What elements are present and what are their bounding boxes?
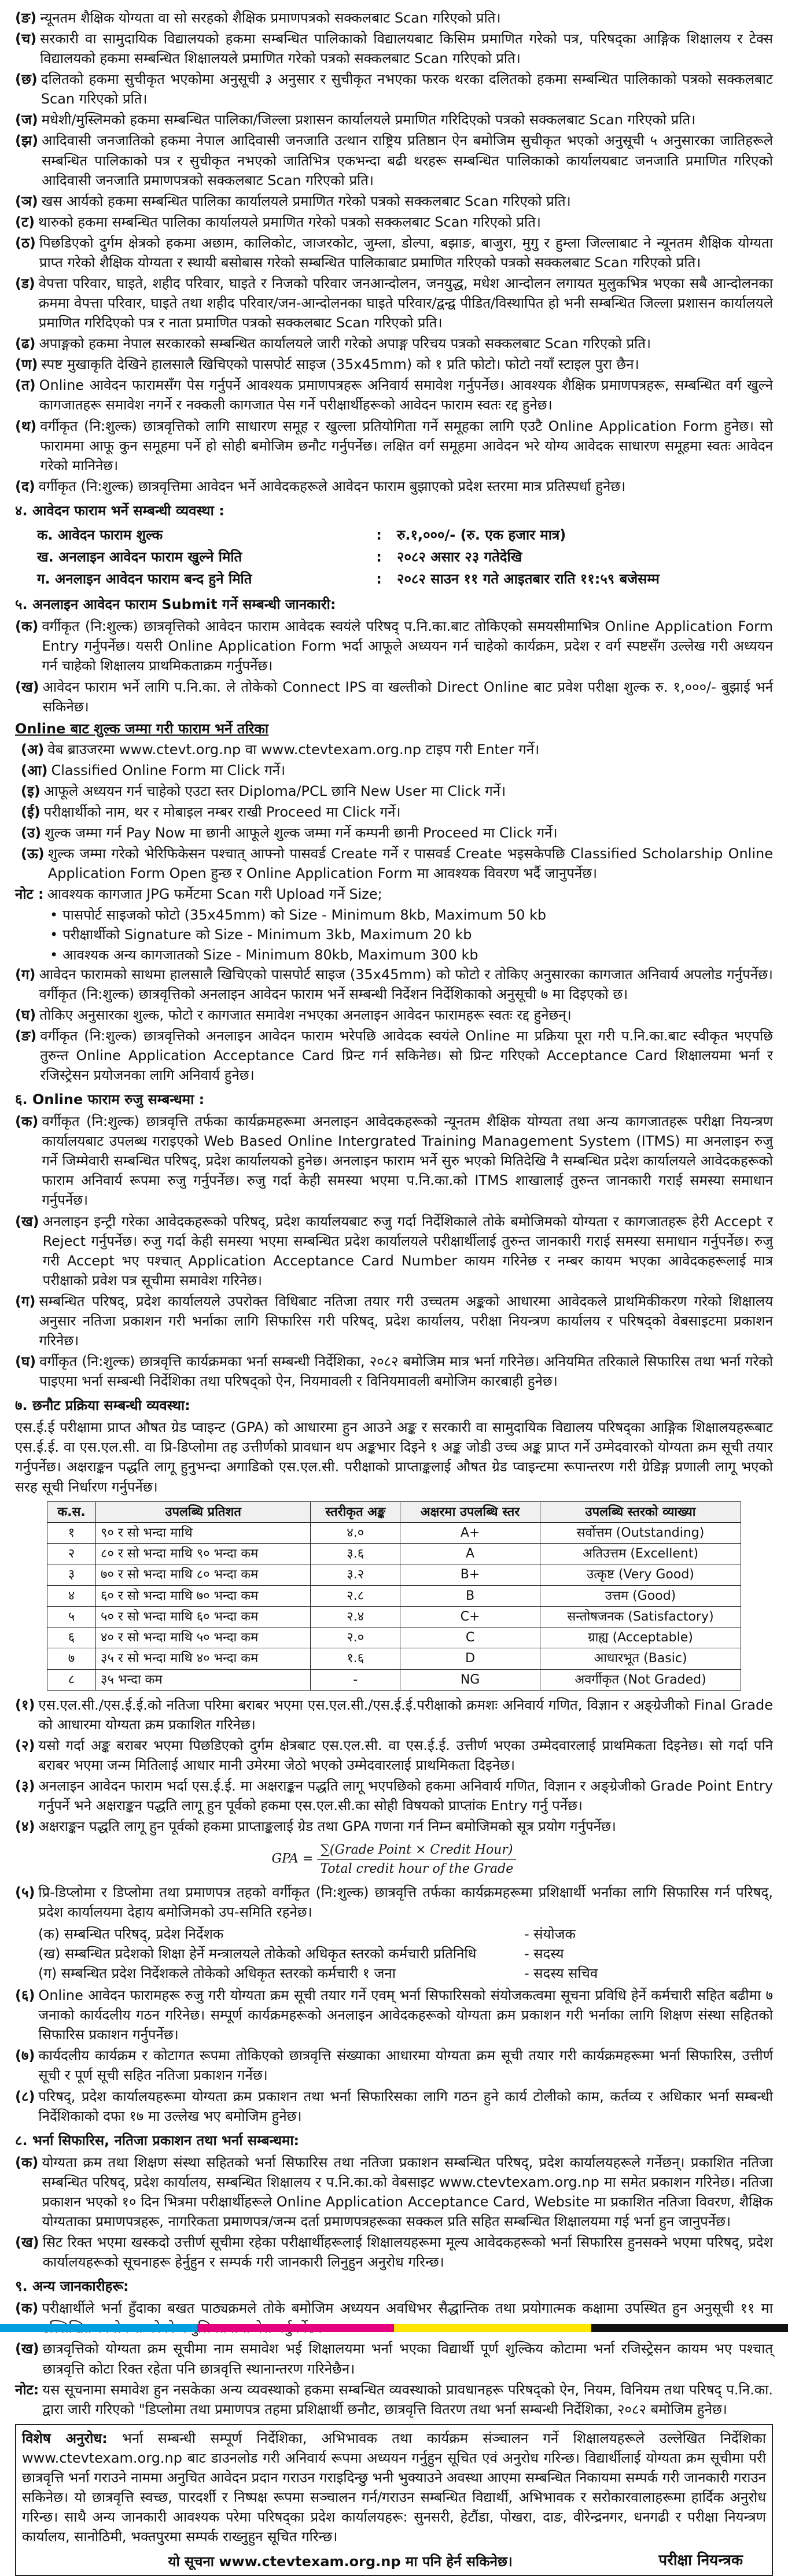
grade-row <box>47 1627 741 1648</box>
section-9-item <box>15 2298 773 2338</box>
document-list-item <box>15 233 773 272</box>
formula-denominator: Total credit hour of the Grade <box>317 1860 516 1878</box>
section-6-item <box>15 1212 773 1290</box>
grade-cell: ५० र सो भन्दा माथि ६० भन्दा कम <box>96 1606 311 1627</box>
grade-cell: ७० र सो भन्दा माथि ८० भन्दा कम <box>96 1564 311 1585</box>
item-number: (झ) <box>15 131 38 190</box>
grade-cell: ४.० <box>311 1522 400 1543</box>
item-number: (इ) <box>21 781 40 801</box>
item-number: (ठ) <box>15 233 36 272</box>
item-number: (७) <box>15 2046 35 2085</box>
item-number: (क) <box>15 2298 38 2338</box>
item-number: (ग) <box>15 1291 35 1350</box>
grade-cell: ३५ भन्दा कम <box>96 1669 311 1690</box>
item-number: (३) <box>15 1776 35 1815</box>
online-step <box>21 781 773 801</box>
grade-row <box>47 1669 741 1690</box>
grade-row <box>47 1522 741 1543</box>
item-number: (४) <box>15 1817 35 1836</box>
item-number: (च) <box>15 29 36 68</box>
grade-header-cell: क.स. <box>47 1501 96 1522</box>
item-number: (ण) <box>15 355 38 374</box>
item-text: आवेदन फाराम भर्ने लागि प.नि.का. ले तोकेको Connect IPS वा खल्तीको Direct Online बाट प्रवेश परीक्षा शुल्क रु. १,०००/- बुझाई भर्न सकिनेछ। <box>43 677 773 717</box>
section-9-title: ९. अन्य जानकारीहरू: <box>15 2276 773 2296</box>
fee-value: २०८२ असार २३ गतेदेखि <box>392 546 664 568</box>
grade-cell: C+ <box>400 1606 540 1627</box>
section-5-item <box>15 617 773 676</box>
item-number: (ग) <box>15 965 35 1004</box>
signatory: परीक्षा नियन्त्रक <box>658 2550 766 2571</box>
item-text: आफूले अध्ययन गर्न चाहेको एउटा स्तर Diploma/PCL छानि New User मा Click गर्ने। <box>44 781 773 801</box>
item-number: (ख) <box>15 1212 39 1290</box>
fee-label: ख. अनलाइन आवेदन फाराम खुल्ने मिति <box>32 546 366 568</box>
grade-cell: २ <box>47 1544 96 1564</box>
online-step <box>21 740 773 759</box>
role-title: - संयोजक <box>524 1924 576 1944</box>
item-text: आदिवासी जनजातिको हकमा नेपाल आदिवासी जनजाति उत्थान राष्ट्रिय प्रतिष्ठान ऐन बमोजिम सुचीकृत भएको अनुसूची ५ अनुसारका जातिहरूले सम्बन्धित पालिकाको पत्र र सुचीकृत नभएको जातिभित्र एकभन्दा बढी थरहरू सम्बन्धित पालिकाको कार्यालयबाट जनजाति प्रमाणित गरिएको आदिवासी जनजाति प्रमाणपत्रको सक्कलबाट Scan गरिएको प्रति। <box>42 131 773 190</box>
fee-table <box>32 524 664 590</box>
top-items-list <box>15 8 773 496</box>
grade-cell: १.६ <box>311 1648 400 1669</box>
committee-role-row <box>38 1964 773 1983</box>
section-8-item <box>15 2232 773 2272</box>
item-text: छात्रवृत्तिको योग्यता क्रम सूचीमा नाम समावेश भई शिक्षालयमा भर्ना भएका विद्यार्थी पूर्ण शुल्किय कोटामा भर्ना रजिस्ट्रेसन कायम भए पश्चात् छात्रवृत्ति कोटा रिक्त रहेता पनि छात्रवृत्ति स्थानान्तरण गरिनेछैन। <box>43 2339 773 2378</box>
grade-cell: B+ <box>400 1564 540 1585</box>
role-position: (क) सम्बन्धित परिषद्, प्रदेश निर्देशक <box>38 1924 524 1944</box>
item-text: खस आर्यको हकमा सम्बन्धित पालिका कार्यालयले प्रमाणित गरेको पत्रको सक्कलबाट Scan गरिएको प्रति। <box>42 191 773 211</box>
role-position: (ग) सम्बन्धित प्रदेश निर्देशकले तोकेको अधिकृत स्तरको कर्मचारी १ जना <box>38 1964 524 1983</box>
item-text: अक्षराङ्कन पद्धति लागू हुन पूर्वको हकमा प्राप्ताङ्कलाई ग्रेड तथा GPA गणना गर्न निम्न बमोजिमको सूत्र प्रयोग गर्नुपर्नेछ। <box>38 1817 773 1836</box>
section-7-item <box>15 1776 773 1815</box>
online-step <box>21 823 773 843</box>
grade-cell: A <box>400 1544 540 1564</box>
item-text: मधेशी/मुस्लिमको हकमा सम्बन्धित पालिका/जिल्ला प्रशासन कार्यालयले प्रमाणित गरिदिएको पत्रको सक्कलबाट Scan गरिएको प्रति। <box>42 110 773 130</box>
document-list-item <box>15 131 773 190</box>
grade-cell: २.० <box>311 1627 400 1648</box>
item-number: (ऊ) <box>21 844 45 883</box>
item-number: (८) <box>15 2087 35 2126</box>
item-text: सिट रिक्त भएमा खस्कदो उत्तीर्ण सूचीमा रहेका परीक्षार्थीहरूलाई शिक्षालयहरूमा मूल्य आवेदकहरूको भर्ना सिफारिस हुनसक्ने भएमा परिषद्, प्रदेश कार्यालयहरूको सूचनाहरू हेर्नुहुन र सम्पर्क गरी जानकारी लिनुहुन अनुरोध गरिन्छ। <box>43 2232 773 2272</box>
grade-cell: ३ <box>47 1564 96 1585</box>
section-5-item <box>15 1005 773 1025</box>
grade-cell: ४० र सो भन्दा माथि ५० भन्दा कम <box>96 1627 311 1648</box>
section-7-item <box>15 1817 773 1836</box>
section-8-title: ८. भर्ना सिफारिस, नतिजा प्रकाशन तथा भर्ना सम्बन्धमा: <box>15 2131 773 2150</box>
item-number: (ङ) <box>15 1026 36 1085</box>
grade-cell: ९० र सो भन्दा माथि <box>96 1522 311 1543</box>
grade-cell: C <box>400 1627 540 1648</box>
item-number: (१) <box>15 1695 35 1734</box>
section-4-title: ४. आवेदन फाराम भर्ने सम्बन्धी व्यवस्था : <box>15 501 773 521</box>
grade-cell: ५ <box>47 1606 96 1627</box>
grade-cell: A+ <box>400 1522 540 1543</box>
section-6-item <box>15 1291 773 1350</box>
item-text: अनलाइन आवेदन फाराम भर्दा एस.ई.ई. मा अक्षराङ्कन पद्धति लागू भएपछिको हकमा अनिवार्य गणित, विज्ञान र अङ्ग्रेजीको Grade Point Entry गर्नुपर्ने भने अक्षराङ्कन पद्धति लागू हुन पूर्वको हकमा एस.एल.सी.का सोही विषयको प्राप्तांक Entry गर्नु पर्नेछ। <box>38 1776 773 1815</box>
section-8-item <box>15 2153 773 2231</box>
item-text: वेब ब्राउजरमा www.ctevt.org.np वा www.ctevtexam.org.np टाइप गरी Enter गर्ने। <box>47 740 773 759</box>
item-text: कार्यदलीय कार्यक्रम र कोटागत रूपमा तोकिएको छात्रवृत्ति संख्याका आधारमा योग्यता क्रम सूची तयार गरी कार्यक्रमहरूमा भर्ना सिफारिस, उत्तीर्ण सूची र पूर्ण सूची सहित नतिजा प्रकाशन गर्नेछ। <box>38 2046 773 2085</box>
item-text: तोकिए अनुसारका शुल्क, फोटो र कागजात समावेश नभएका अनलाइन आवेदन फारामहरू स्वतः रद्द हुनेछन्। <box>39 1005 773 1025</box>
grade-cell: NG <box>400 1669 540 1690</box>
item-text: वेपत्ता परिवार, घाइते, शहीद परिवार, घाइते र निजको परिवार जनआन्दोलन, जनयुद्ध, मधेश आन्दोलन लगायत मुलुकभित्र भएका सबै आन्दोलनका क्रममा वेपत्ता परिवार, घाइते तथा शहीद परिवार/जन-आन्दोलनका घाइते परिवार/द्वन्द्व पीडित/विस्थापित हो भनी सम्बन्धित जिल्ला प्रशासन कार्यालयले प्रमाणित गरिदिएको पत्र र नाता प्रमाणित पत्रको सक्कलबाट Scan गरिएको प्रति। <box>39 274 773 333</box>
item-number: (आ) <box>21 761 47 780</box>
document-list-item <box>15 274 773 333</box>
item-text: Online आवेदन फारामहरू रुजु गरी योग्यता क्रम सूची तयार गर्ने एवम् भर्ना सिफारिसको संयोजकत्वमा सूचना प्रविधि हेर्ने कर्मचारी सहित बढीमा ७ जनाको कार्यदलीय गठन गरिनेछ। सम्पूर्ण कार्यक्रमहरूको अनलाइन आवेदकहरूको योग्यता क्रम प्रकाशन गरी भर्नाका लागि शिक्षण संस्था सहितको सिफारिस प्रकाशन गर्नुपर्नेछ। <box>38 1985 773 2044</box>
fee-value: २०८२ साउन ११ गते आइतबार राति ११:५९ बजेसम्म <box>392 568 664 590</box>
item-number: (घ) <box>15 1352 36 1391</box>
grade-cell: उत्कृष्ट (Very Good) <box>540 1564 741 1585</box>
item-text: प्रि-डिप्लोमा र डिप्लोमा तथा प्रमाणपत्र तहको वर्गीकृत (नि:शुल्क) छात्रवृत्ति तर्फका कार्यक्रमहरूमा प्रशिक्षार्थी भर्नाका लागि सिफारिस गर्न परिषद्, प्रदेश कार्यालयमा देहाय बमोजिमको उप-समिति रहनेछ। <box>38 1883 773 1922</box>
color-swatch <box>394 2324 591 2332</box>
online-step <box>21 844 773 883</box>
section-9-note <box>15 2380 773 2419</box>
online-method-subtitle: Online बाट शुल्क जम्मा गरी फाराम भर्ने तरिका <box>15 719 773 739</box>
gpa-formula <box>15 1841 773 1877</box>
document-list-item <box>15 29 773 68</box>
note-text: आवश्यक कागजात JPG फर्मेटमा Scan गरी Upload गर्ने Size; <box>47 884 773 904</box>
section-6-title: ६. Online फाराम रुजु सम्बन्धमा : <box>15 1090 773 1109</box>
upload-note <box>15 884 773 904</box>
item-number: (क) <box>15 1112 38 1210</box>
section-5-title: ५. अनलाइन आवेदन फाराम Submit गर्ने सम्बन्धी जानकारी: <box>15 595 773 614</box>
special-request-lead: विशेष अनुरोध: <box>22 2430 108 2446</box>
online-step <box>21 802 773 822</box>
formula-numerator: ∑(Grade Point × Credit Hour) <box>317 1841 516 1859</box>
item-number: (त) <box>15 375 36 415</box>
section-7-item <box>15 1985 773 2044</box>
section-7-item <box>15 2087 773 2126</box>
note-label: नोट: <box>15 2380 39 2419</box>
grade-cell: ७ <box>47 1648 96 1669</box>
item-text: अपाङ्गको हकमा नेपाल सरकारको सम्बन्धित कार्यालयले जारी गरेको अपाङ्ग परिचय पत्रको सक्कलबाट Scan गरिएको प्रति। <box>39 334 773 353</box>
website-info: यो सूचना www.ctevtexam.org.np मा पनि हेर्न सकिनेछ। <box>22 2552 658 2571</box>
item-text: वर्गीकृत (नि:शुल्क) छात्रवृत्तिको आवेदन फाराम आवेदक स्वयंले परिषद् प.नि.का.बाट तोकिएको समयसीमाभित्र Online Application Form Entry गर्नुपर्नेछ। यसरी Online Application Form भर्दा आफूले अध्ययन गर्न चाहेको कार्यक्रम, प्रदेश र वर्ग स्पष्टसँग उल्लेख गरी अध्ययन गर्न चाहेको शिक्षालय प्राथमिकताक्रम गर्नुपर्नेछ। <box>42 617 773 676</box>
grade-cell: अतिउत्तम (Excellent) <box>540 1544 741 1564</box>
section-6-items <box>15 1112 773 1391</box>
section-7-intro <box>15 1418 773 1496</box>
document-list-item <box>15 110 773 130</box>
item-number: (६) <box>15 1985 35 2044</box>
grade-cell: ग्राह्य (Acceptable) <box>540 1627 741 1648</box>
item-text: योग्यता क्रम तथा शिक्षण संस्था सहितको भर्ना सिफारिस तथा नतिजा प्रकाशन सम्बन्धित परिषद्, प्रदेश कार्यालयहरूले गर्नेछन्। प्रकाशित नतिजा सम्बन्धित परिषद्, प्रदेश कार्यालय, सम्बन्धित शिक्षालय र प.नि.का.को वेबसाइट www.ctevtexam.org.np मा समेत प्रकाशन गरिनेछ। नतिजा प्रकाशन भएको १० दिन भित्रमा परीक्षार्थीहरूले Online Application Acceptance Card, Website मा प्रकाशित नतिजा विवरण, शैक्षिक योग्यताका प्रमाणपत्रहरू, नागरिकता प्रमाणपत्र/जन्म दर्ता प्रमाणपत्रहरूका सक्कल प्रति सहित सम्बन्धित शिक्षालयमा गई भर्ना हुन जानुपर्नेछ। <box>42 2153 773 2231</box>
special-request-box <box>15 2424 773 2576</box>
item-text: आवेदन फारामको साथमा हालसालै खिचिएको पासपोर्ट साइज (35x45mm) को फोटो र तोकिए अनुसारका कागजात अनिवार्य अपलोड गर्नुपर्नेछ। वर्गीकृत (नि:शुल्क) छात्रवृत्तिको अनलाइन आवेदन फाराम भर्ने सम्बन्धी निर्देशन निर्देशिकाको अनुसूची ७ मा दिइएको छ। <box>39 965 773 1004</box>
item-text: शुल्क जम्मा गरेको भेरिफिकेसन पश्चात् आफ्नो पासवर्ड Create गर्ने र पासवर्ड Create भइसकेपछि Classified Scholarship Online Application Form Open हुन्छ र Online Application Form मा आवश्यक विवरण भर्दै जानुपर्नेछ। <box>48 844 773 883</box>
online-steps <box>15 740 773 884</box>
item-text: वर्गीकृत (नि:शुल्क) छात्रवृत्तिको अनलाइन आवेदन फाराम भरेपछि आवेदक स्वयंले Online मा प्रक्रिया पूरा गरी प.नि.का.बाट स्वीकृत भएपछि तुरुन्त Online Application Acceptance Card प्रिन्ट गर्न सकिनेछ। सो प्रिन्ट गरिएको Acceptance Card शिक्षालयमा भर्ना र रजिस्ट्रेसन प्रयोजनका लागि अनिवार्य हुनेछ। <box>40 1026 773 1085</box>
grade-row <box>47 1585 741 1606</box>
upload-size-item: • आवश्यक अन्य कागजातको Size - Minimum 80kb, Maximum 300 kb <box>50 945 773 965</box>
color-swatch <box>197 2324 395 2332</box>
item-number: (ड) <box>15 274 35 333</box>
item-number: (अ) <box>21 740 44 759</box>
fee-colon: : <box>366 524 392 546</box>
grade-cell: - <box>311 1669 400 1690</box>
section-7-intro-text: एस.ई.ई परीक्षामा प्राप्त औषत ग्रेड प्वाइन्ट (GPA) को आधारमा हुन आउने अङ्क र सरकारी वा सामुदायिक विद्यालय परिषद्का आङ्गिक शिक्षालयहरूबाट एस.ई.ई. वा एस.एल.सी. वा प्रि-डिप्लोमा तह उत्तीर्णको प्रावधान थप अङ्कभार दिइने १ अङ्क जोडी उच्च अङ्क प्राप्त गर्ने उम्मेदवारको योग्यता क्रम सूची तयार गर्नुपर्नेछ। अक्षराङ्कन पद्धति लागू हुनुभन्दा अगाडिको एस.एल.सी. परीक्षाको प्राप्ताङ्कलाई औषत ग्रेड प्वाइन्टमा रूपान्तरण गरी ग्रेडिङ्ग प्रणाली लागू भएको सरह सूची निर्धारण गर्नुपर्नेछ। <box>15 1418 773 1496</box>
document-list-item <box>15 416 773 475</box>
grade-row <box>47 1648 741 1669</box>
role-title: - सदस्य <box>524 1944 564 1964</box>
notice-footer <box>22 2550 766 2571</box>
item-text: न्यूनतम शैक्षिक योग्यता वा सो सरहको शैक्षिक प्रमाणपत्रको सक्कलबाट Scan गरिएको प्रति। <box>40 8 773 28</box>
role-title: - सदस्य सचिव <box>524 1964 598 1983</box>
section-5-items <box>15 617 773 716</box>
formula-fraction <box>317 1841 516 1877</box>
color-swatch <box>591 2324 788 2332</box>
color-swatch <box>0 2324 197 2332</box>
section-7-item <box>15 1695 773 1734</box>
section-5-item <box>15 1026 773 1085</box>
grade-cell: ४ <box>47 1585 96 1606</box>
grade-cell: ८० र सो भन्दा माथि ९० भन्दा कम <box>96 1544 311 1564</box>
item-text: वर्गीकृत (नि:शुल्क) छात्रवृत्ति तर्फका कार्यक्रमहरूमा अनलाइन आवेदकहरूको न्यूनतम शैक्षिक योग्यता तथा अन्य कागजातहरू परीक्षा नियन्त्रण कार्यालयबाट उपलब्ध गराइएको Web Based Online Intergrated Training Management System (ITMS) मा अनलाइन रुजु गर्ने जिम्मेवारी सम्बन्धित परिषद्, प्रदेश कार्यालयको हुनेछ। अनलाइन फाराम भर्ने सुरु भएको मितिदेखि नै सम्बन्धित प्रदेश कार्यालयले आवेदकहरूको फाराम अनिवार्य रूपमा रुजु गर्नुपर्नेछ। रुजु गर्दा केही समस्या भएमा प.नि.का.को ITMS शाखालाई तुरुन्त जानकारी गराई समस्या समाधान गर्नुपर्नेछ। <box>42 1112 773 1210</box>
item-number: (छ) <box>15 69 38 109</box>
grade-cell: ६० र सो भन्दा माथि ७० भन्दा कम <box>96 1585 311 1606</box>
grade-cell: २.४ <box>311 1606 400 1627</box>
grade-header-cell: स्तरीकृत अङ्क <box>311 1501 400 1522</box>
item-text: परिषद्, प्रदेश कार्यालयहरूमा योग्यता क्रम प्रकाशन तथा भर्ना सिफारिसका लागि गठन हुने कार्य टोलीको काम, कर्तव्य र अधिकार भर्ना सम्बन्धी निर्देशिकाको दफा १७ मा उल्लेख भए बमोजिम हुनेछ। <box>38 2087 773 2126</box>
grade-cell: उत्तम (Good) <box>540 1585 741 1606</box>
item-text: Online आवेदन फारामसँग पेस गर्नुपर्ने आवश्यक प्रमाणपत्रहरू अनिवार्य समावेश गर्नुपर्नेछ। आवश्यक शैक्षिक प्रमाणपत्रहरू, सम्बन्धित वर्ग खुल्ने कागजातहरू समावेश नगर्ने र नक्कली कागजात पेस गर्ने परीक्षार्थीहरूको आवेदन फाराम स्वतः रद्द हुनेछ। <box>39 375 773 415</box>
grade-row <box>47 1564 741 1585</box>
item-number: (थ) <box>15 416 36 475</box>
item-number: (५) <box>15 1883 35 1922</box>
item-number: (घ) <box>15 1005 36 1025</box>
fee-row <box>32 546 664 568</box>
item-number: (२) <box>15 1736 35 1775</box>
document-list-item <box>15 212 773 232</box>
item-text: Classified Online Form मा Click गर्ने। <box>51 761 773 780</box>
item-text: यसो गर्दा अङ्क बराबर भएमा पिछडिएको दुर्गम क्षेत्रबाट एस.एल.सी. वा एस.ई.ई. उत्तीर्ण भएका उम्मेदवारलाई प्राथमिकता दिइनेछ। सो गर्दा पनि बराबर भएमा जन्म मितिलाई आधार मानी उमेरमा जेठो भएको उम्मेदवारलाई प्राथमिकता दिइनेछ। <box>38 1736 773 1775</box>
section-9-items <box>15 2298 773 2378</box>
grade-cell: ३.६ <box>311 1544 400 1564</box>
grade-table-header <box>47 1501 741 1522</box>
item-text: परीक्षार्थीको नाम, थर र मोबाइल नम्बर राखी Proceed मा Click गर्ने। <box>44 802 773 822</box>
document-list-item <box>15 355 773 374</box>
item-number: (ख) <box>15 2339 39 2378</box>
fee-label: ग. अनलाइन आवेदन फाराम बन्द हुने मिति <box>32 568 366 590</box>
grade-header-cell: उपलब्धि प्रतिशत <box>96 1501 311 1522</box>
committee-role-row <box>38 1944 773 1964</box>
committee-roles <box>38 1924 773 1983</box>
item-text: सरकारी वा सामुदायिक विद्यालयको हकमा सम्बन्धित पालिकाको विद्यालयबाट किसिम प्रमाणित गरेको पत्र, परिषद्का आङ्गिक शिक्षालय र टेक्स विद्यालयको हकमा सम्बन्धित शिक्षालयले प्रमाणित गरेको पत्रको सक्कलबाट Scan गरिएको प्रति। <box>40 29 773 68</box>
grade-header-cell: उपलब्धि स्तरको व्याख्या <box>540 1501 741 1522</box>
grade-cell: सन्तोषजनक (Satisfactory) <box>540 1606 741 1627</box>
upload-size-list <box>50 905 773 964</box>
item-number: (ट) <box>15 212 35 232</box>
print-color-bar <box>0 2324 788 2332</box>
item-number: (क) <box>15 617 38 676</box>
item-text: शुल्क जम्मा गर्न Pay Now मा छानी आफूले शुल्क जम्मा गर्ने कम्पनी छानी Proceed मा Click गर्ने। <box>45 823 773 843</box>
grade-row <box>47 1544 741 1564</box>
fee-row <box>32 568 664 590</box>
section-9-item <box>15 2339 773 2378</box>
grade-cell: ६ <box>47 1627 96 1648</box>
item-number: (ढ) <box>15 334 35 353</box>
section-6-item <box>15 1112 773 1210</box>
item-text: वर्गीकृत (नि:शुल्क) छात्रवृत्ति कार्यक्रमका भर्ना सम्बन्धी निर्देशिका, २०८२ बमोजिम मात्र भर्ना गरिनेछ। अनियमित तरिकाले सिफारिस तथा भर्ना गरेको पाइएमा भर्ना सम्बन्धी निर्देशिका तथा परिषद्को ऐन, नियमावली र विनियमावली बमोजिम कारबाही हुनेछ। <box>39 1352 773 1391</box>
section-7-item <box>15 2046 773 2085</box>
fee-colon: : <box>366 546 392 568</box>
grade-cell: अवर्गीकृत (Not Graded) <box>540 1669 741 1690</box>
fee-colon: : <box>366 568 392 590</box>
online-step <box>21 761 773 780</box>
item-text: स्पष्ट मुखाकृति देखिने हालसालै खिचिएको पासपोर्ट साइज (35x45mm) को १ प्रति फोटो। फोटो नयाँ स्टाइल पुरा छैन। <box>41 355 773 374</box>
grade-cell: सर्वोत्तम (Outstanding) <box>540 1522 741 1543</box>
fee-value: रु.१,०००/- (रु. एक हजार मात्र) <box>392 524 664 546</box>
upload-size-item: • परीक्षार्थीको Signature को Size - Minimum 3kb, Maximum 20 kb <box>50 925 773 944</box>
document-list-item <box>15 334 773 353</box>
section-8-items <box>15 2153 773 2272</box>
grade-cell: B <box>400 1585 540 1606</box>
committee-role-row <box>38 1924 773 1944</box>
section-5-items-more <box>15 965 773 1085</box>
item-number: (ञ) <box>15 191 38 211</box>
item-text: एस.एल.सी./एस.ई.ई.को नतिजा परिमा बराबर भएमा एस.एल.सी./एस.ई.ई.परीक्षाको क्रमशः अनिवार्य गणित, विज्ञान र अङ्ग्रेजीको Final Grade को आधारमा योग्यता क्रम प्रकाशित गरिनेछ। <box>38 1695 773 1734</box>
section-7-items-after <box>15 1985 773 2126</box>
section-5-item <box>15 965 773 1004</box>
item-number: (क) <box>15 2153 38 2231</box>
fee-row <box>32 524 664 546</box>
grade-cell: ३५ र सो भन्दा माथि ४० भन्दा कम <box>96 1648 311 1669</box>
grade-cell: २.८ <box>311 1585 400 1606</box>
fee-label: क. आवेदन फाराम शुल्क <box>32 524 366 546</box>
grade-cell: D <box>400 1648 540 1669</box>
section-6-item <box>15 1352 773 1391</box>
item-number: (ख) <box>15 2232 39 2272</box>
document-list-item <box>15 375 773 415</box>
item-text: पिछडिएको दुर्गम क्षेत्रको हकमा अछाम, कालिकोट, जाजरकोट, जुम्ला, डोल्पा, बझाङ, बाजुरा, मुगु र हुम्ला जिल्लाबाट ने न्यूनतम शैक्षिक योग्यता प्राप्त गरेको शैक्षिक योग्यता र स्थायी बसोबास गरेको सम्बन्धित पालिकाबाट प्रमाणित गरिएको पत्रको सक्कलबाट Scan गरिएको प्रति। <box>39 233 773 272</box>
item-number: (द) <box>15 477 35 496</box>
grade-cell: १ <box>47 1522 96 1543</box>
special-request-text: भर्ना सम्बन्धी सम्पूर्ण निर्देशिका, अभिभावक तथा कार्यक्रम संञ्चालन गर्ने शिक्षालयहरूले उल्लेखित निर्देशिका www.ctevtexam.org.np बाट डाउनलोड गरी अनिवार्य रूपमा अध्ययन गर्नुहुन सूचित एवं अनुरोध गरिन्छ। विद्यार्थीलाई योग्यता क्रम सूचीमा परी छात्रवृत्ति भर्ना गराउने नाममा अनुचित आवेदन प्रदान गराउन गराइदिन्छु भनी भुक्याउने अवस्था आएमा सम्बन्धित निकायमा सम्पर्क गरी जानकारी गराउन सकिनेछ। यो छात्रवृत्ति स्वच्छ, पारदर्शी र निष्पक्ष रूपमा सञ्चालन गर्न/गराउन सम्बन्धित विद्यार्थी, अभिभावक र सरोकारवालाहरूमा हार्दिक अनुरोध गरिन्छ। साथै अन्य जानकारी आवश्यक परेमा परिषद्का प्रदेश कार्यालयहरू: सुनसरी, हेटौंडा, पोखरा, दाङ, वीरेन्द्रनगर, धनगढी र परीक्षा नियन्त्रण कार्यालय, सानोठिमी, भक्तपुरमा सम्पर्क राख्नुहुन सूचित गरिन्छ। <box>22 2430 766 2545</box>
grade-row <box>47 1606 741 1627</box>
grade-header-cell: अक्षरमा उपलब्धि स्तर <box>400 1501 540 1522</box>
section-7-item <box>15 1736 773 1775</box>
item-text: थारुको हकमा सम्बन्धित पालिका कार्यालयले प्रमाणित गरेको पत्रको सक्कलबाट Scan गरिएको प्रति। <box>38 212 773 232</box>
item-text: वर्गीकृत (नि:शुल्क) छात्रवृत्तिमा आवेदन भर्ने आवेदकहरूले आवेदन फाराम बुझाएको प्रदेश स्तरमा मात्र प्रतिस्पर्धा हुनेछ। <box>39 477 773 496</box>
note-text: यस सूचनामा समावेश हुन नसकेका अन्य व्यवस्थाको हकमा सम्बन्धित व्यवस्थाको प्रावधानहरू परिषद्को ऐन, नियम, विनियम तथा परिषद् प.नि.का. द्वारा जारी गरिएको "डिप्लोमा तथा प्रमाणपत्र तहमा प्रशिक्षार्थी छनौट, छात्रवृत्ति वितरण तथा भर्ना सम्बन्धी निर्देशिका, २०८२ बमोजिम हुनेछ। <box>42 2380 773 2419</box>
item-text: अनलाइन इन्ट्री गरेका आवेदकहरूको परिषद्, प्रदेश कार्यालयबाट रुजु गर्दा निर्देशिकाले तोके बमोजिमको योग्यता र कागजातहरू हेरी Accept र Reject गर्नुपर्नेछ। रुजु गर्दा केही समस्या भएमा सम्बन्धित प्रदेश कार्यालयले परीक्षार्थीलाई तुरुन्त जानकारी गराई समस्या समाधान गर्नुपर्नेछ। रुजु गरी Accept भए पश्चात् Application Acceptance Card Number कायम गरिनेछ र नम्बर कायम भएका आवेदकहरूलाई मात्र परीक्षाको प्रवेश पत्र सूचीमा समावेश गरिनेछ। <box>43 1212 773 1290</box>
document-list-item <box>15 191 773 211</box>
item-text: परीक्षार्थीले भर्ना हुँदाका बखत पाठ्यक्रमले तोके बमोजिम अध्ययन अवधिभर सैद्धान्तिक तथा प्रयोगात्मक कक्षामा उपस्थित हुन अनुसूची ११ मा <box>42 2298 773 2338</box>
item-number: (ई) <box>21 802 40 822</box>
item-number: (उ) <box>21 823 41 843</box>
document-list-item <box>15 477 773 496</box>
item-number: (ज) <box>15 110 38 130</box>
section-7-items <box>15 1695 773 1837</box>
section-7-title: ७. छनौट प्रक्रिया सम्बन्धी व्यवस्था: <box>15 1396 773 1415</box>
section-7-item-5 <box>15 1883 773 1922</box>
item-number: (ख) <box>15 677 39 717</box>
upload-size-item: • पासपोर्ट साइजको फोटो (35x45mm) को Size - Minimum 8kb, Maximum 50 kb <box>50 905 773 925</box>
formula-lhs: GPA = <box>272 1852 314 1866</box>
grade-table <box>47 1501 741 1691</box>
role-position: (ख) सम्बन्धित प्रदेशको शिक्षा हेर्ने मन्त्रालयले तोकेको अधिकृत स्तरको कर्मचारी प्रतिनिधि <box>38 1944 524 1964</box>
grade-cell: ८ <box>47 1669 96 1690</box>
section-5-item <box>15 677 773 717</box>
document-list-item <box>15 69 773 109</box>
grade-cell: ३.२ <box>311 1564 400 1585</box>
item-number: (ङ) <box>15 8 36 28</box>
grade-cell: आधारभूत (Basic) <box>540 1648 741 1669</box>
item-text: सम्बन्धित परिषद्, प्रदेश कार्यालयले उपरोक्त विधिबाट नतिजा तयार गरी उच्चतम अङ्कको आधारमा आवेदकले प्राथमिकीकरण गरेको शिक्षालय अनुसार नतिजा प्रकाशन गरी भर्नाका लागि सिफारिस गरी परिषद्, प्रदेश कार्यालय, परीक्षा नियन्त्रण कार्यालय र परिषद्को वेबसाइटमा प्रकाशन गरिनेछ। <box>39 1291 773 1350</box>
document-list-item <box>15 8 773 28</box>
item-text: दलितको हकमा सुचीकृत भएकोमा अनुसूची ३ अनुसार र सुचीकृत नभएका फरक थरका दलितको हकमा सम्बन्धित पालिकाको पत्रको सक्कलबाट Scan गरिएको प्रति। <box>41 69 773 109</box>
note-label: नोट : <box>15 884 44 904</box>
item-text: वर्गीकृत (नि:शुल्क) छात्रवृत्तिको लागि साधारण समूह र खुल्ला प्रतियोगिता गर्ने समूहका लागि एउटै Online Application Form हुनेछ। सो फाराममा आफू कुन समूहमा पर्ने हो सोही बमोजिम छनौट गर्नुपर्नेछ। लक्षित वर्ग समूहमा आवेदन भरे योग्य आवेदक साधारण समूहमा स्वतः आवेदन गरेको मानिनेछ। <box>40 416 773 475</box>
